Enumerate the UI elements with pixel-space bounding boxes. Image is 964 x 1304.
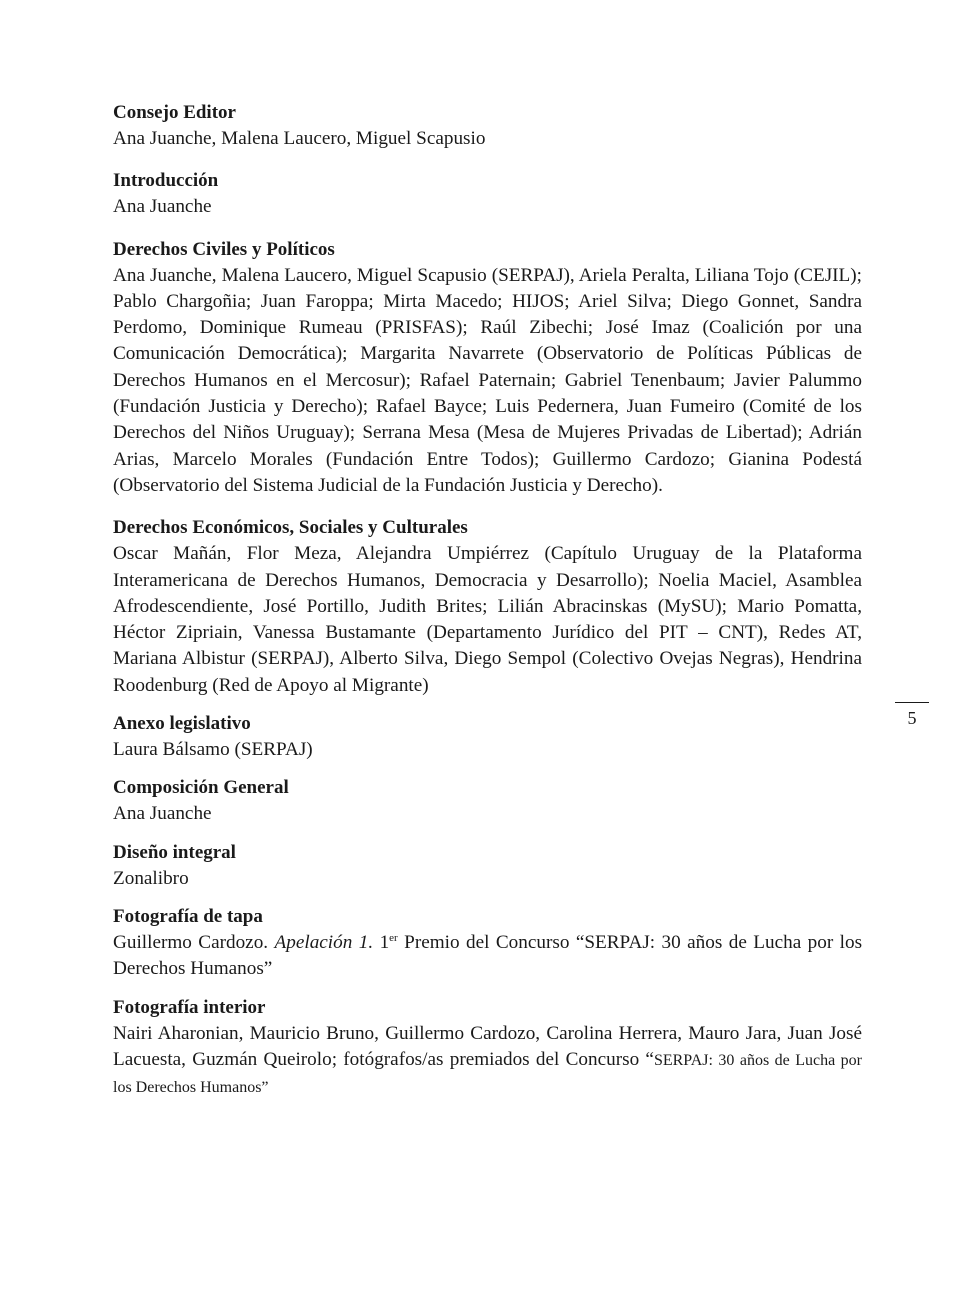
section-body: Ana Juanche, Malena Laucero, Miguel Scapusio bbox=[113, 128, 486, 149]
section-body: Zonalibro bbox=[113, 867, 189, 889]
cover-photo-description: Premio del Concurso “SERPAJ: 30 años de Lucha por los Derechos Humanos” bbox=[113, 931, 863, 980]
credit-section-desc bbox=[113, 515, 862, 699]
cover-photo-ordinal: 1 bbox=[379, 931, 390, 953]
section-heading: Diseño integral bbox=[113, 841, 236, 863]
section-heading: Anexo legislativo bbox=[113, 713, 251, 735]
section-body: Ana Juanche, Malena Laucero, Miguel Scapusio (SERPAJ), Ariela Peralta, Liliana Tojo (CEJIL); Pablo Chargoñia; Juan Faroppa; Mirta Macedo; HIJOS; Ariel Silva; Diego Gonnet, Sandra Perdomo, Dominique Rumeau (PRISFAS); Raúl Zibechi; José Imaz (Coalición por una Comunicación Democrática); Margarita Navarrete (Observatorio de Políticas Públicas de Derechos Humanos en el Mercosur); Rafael Paternain; Gabriel Tenenbaum; Javier Palummo (Fundación Justicia y Derecho); Rafael Bayce; Luis Pedernera, Juan Fumeiro (Comité de los Derechos del Niños Uruguay); Serrana Mesa (Mesa de Mujeres Privadas de Libertad); Adrián Arias, Marcelo Morales (Fundación Entre Todos); Guillermo Cardozo; Gianina Podestá (Observatorio del Sistema Judicial de la Fundación Justicia y Derecho). bbox=[113, 264, 862, 496]
section-body bbox=[113, 930, 862, 983]
credit-section-fotografia-interior bbox=[113, 995, 862, 1102]
section-heading: Fotografía de tapa bbox=[113, 905, 263, 927]
page-number: 5 bbox=[907, 708, 917, 728]
credit-section-derechos-civiles bbox=[113, 237, 862, 500]
credit-section-fotografia-tapa bbox=[113, 904, 862, 983]
credit-section-diseno bbox=[113, 840, 862, 892]
cover-photo-ordinal-suffix: er bbox=[389, 931, 398, 944]
section-heading: Composición General bbox=[113, 777, 289, 799]
section-heading: Consejo Editor bbox=[113, 102, 236, 123]
cover-photo-title: Apelación 1. bbox=[274, 931, 374, 953]
section-body: Ana Juanche bbox=[113, 803, 212, 825]
page-number-rule bbox=[895, 702, 929, 703]
credit-section-composicion bbox=[113, 775, 862, 827]
section-heading: Fotografía interior bbox=[113, 996, 266, 1018]
section-body: Oscar Mañán, Flor Meza, Alejandra Umpiérrez (Capítulo Uruguay de la Plataforma Interamericana de Derechos Humanos, Democracia y Desarrollo); Noelia Maciel, Asamblea Afrodescendiente, José Portillo, Judith Brites; Lilián Abracinskas (MySU); Mario Pomatta, Héctor Zipriain, Vanessa Bustamante (Departamento Jurídico del PIT – CNT), Redes AT, Mariana Albistur (SERPAJ), Alberto Silva, Diego Sempol (Colectivo Ovejas Negras), Hendrina Roodenburg (Red de Apoyo al Migrante) bbox=[113, 543, 862, 696]
section-body: Ana Juanche bbox=[113, 196, 212, 218]
cover-photo-author: Guillermo Cardozo. bbox=[113, 931, 269, 953]
section-heading: Derechos Civiles y Políticos bbox=[113, 238, 335, 260]
credit-section-consejo-editor bbox=[113, 100, 862, 152]
credit-section-introduccion bbox=[113, 168, 862, 220]
interior-photo-credits: Nairi Aharonian, Mauricio Bruno, Guillermo Cardozo, Carolina Herrera, Mauro Jara, Juan José Lacuesta, Guzmán Queirolo; fotógrafos/as premiados del Concurso “ bbox=[113, 1022, 862, 1070]
page-number-marker bbox=[895, 702, 929, 729]
section-body bbox=[113, 1021, 862, 1102]
section-body: Laura Bálsamo (SERPAJ) bbox=[113, 739, 313, 761]
section-heading: Derechos Económicos, Sociales y Culturales bbox=[113, 517, 468, 539]
interior-photo-contest: SERPAJ: 30 años de Lucha por los Derechos Humanos” bbox=[113, 1051, 862, 1097]
section-heading: Introducción bbox=[113, 170, 219, 192]
credit-section-anexo bbox=[113, 711, 862, 763]
credits-page bbox=[113, 100, 862, 1113]
